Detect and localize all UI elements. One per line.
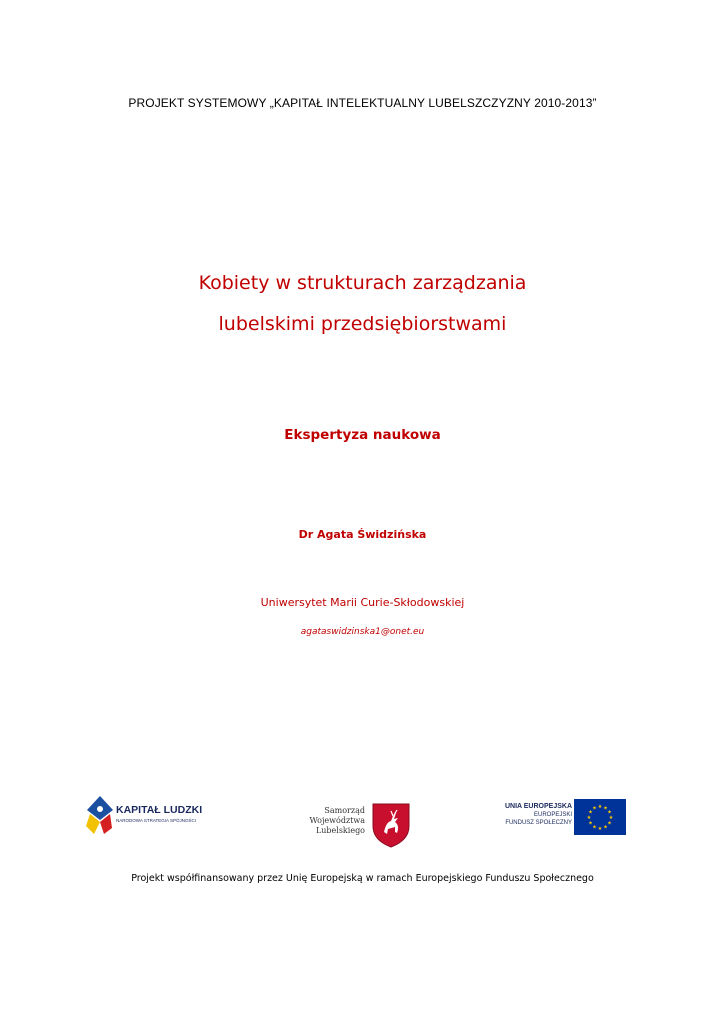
eu-star: ★ [597, 826, 603, 832]
eu-star: ★ [592, 824, 597, 831]
eu-star: ★ [608, 815, 614, 821]
eu-logo [490, 797, 630, 837]
eu-star: ★ [607, 820, 612, 827]
project-header: PROJEKT SYSTEMOWY „KAPITAŁ INTELEKTUALNY LUBELSZCZYZNY 2010-2013” [128, 96, 597, 110]
document-title-line2: lubelskimi przedsiębiorstwami [218, 313, 507, 335]
samorzad-line3: Lubelskiego [315, 826, 365, 835]
eu-star: ★ [597, 804, 603, 810]
eu-line3: FUNDUSZ SPOŁECZNY [505, 820, 572, 826]
eu-line2: EUROPEJSKI [533, 812, 572, 818]
eu-star: ★ [603, 824, 608, 831]
samorzad-line2: Województwa [309, 816, 365, 825]
eu-star: ★ [588, 820, 593, 827]
document-title-line1: Kobiety w strukturach zarządzania [198, 272, 527, 294]
eu-star: ★ [603, 805, 608, 812]
samorzad-text [295, 806, 365, 836]
eu-line1: UNIA EUROPEJSKA [504, 803, 572, 810]
kapital-ludzki-icon [86, 796, 114, 836]
author-name: Dr Agata Świdzińska [298, 528, 427, 541]
eu-text [482, 803, 572, 827]
lublin-coat-of-arms-icon [371, 802, 411, 848]
eu-flag-icon [574, 799, 626, 835]
eu-star: ★ [588, 809, 593, 816]
kapital-ludzki-name: KAPITAŁ LUDZKI [116, 804, 203, 816]
author-affiliation: Uniwersytet Marii Curie-Skłodowskiej [260, 596, 465, 609]
samorzad-line1: Samorząd [324, 806, 365, 815]
author-email[interactable]: agataswidzinska1@onet.eu [300, 627, 425, 637]
cofinancing-note: Projekt współfinansowany przez Unię Europejską w ramach Europejskiego Funduszu Społecznego [131, 873, 594, 884]
eu-star: ★ [592, 805, 597, 812]
document-subtitle: Ekspertyza naukowa [284, 427, 441, 443]
eu-star: ★ [607, 809, 612, 816]
kapital-ludzki-logo [86, 796, 216, 836]
eu-star: ★ [586, 815, 592, 821]
samorzad-logo [305, 800, 415, 850]
kapital-ludzki-subtitle: NARODOWA STRATEGIA SPÓJNOŚCI [116, 818, 197, 823]
